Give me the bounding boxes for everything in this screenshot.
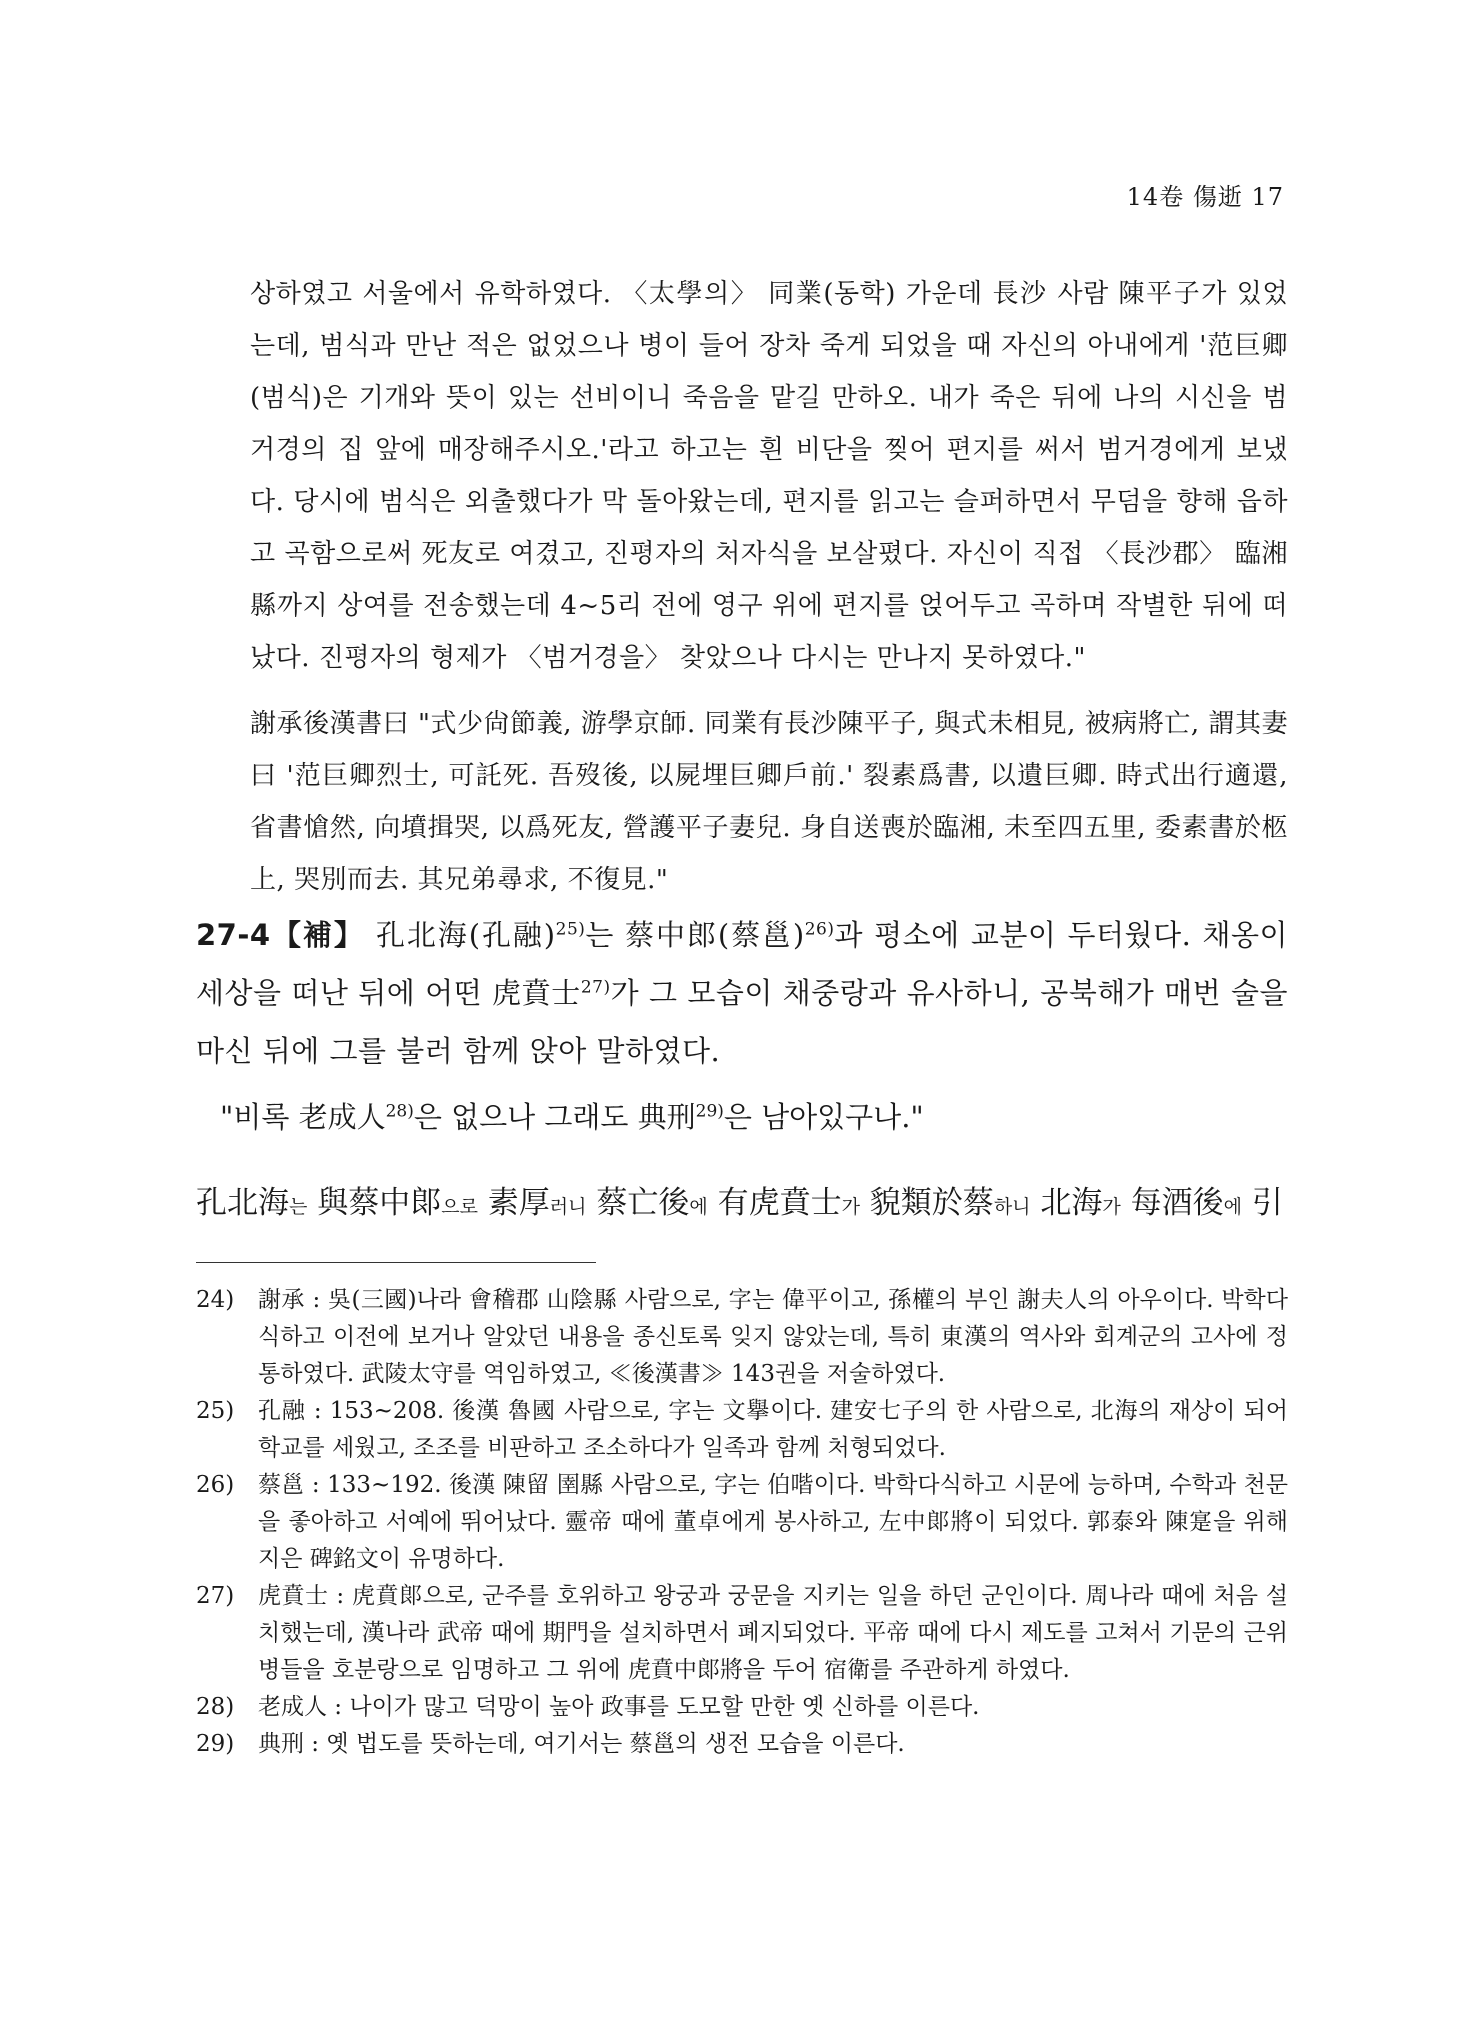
footnote-text: 老成人 : 나이가 많고 덕망이 높아 政事를 도모할 만한 옛 신하를 이른다. (258, 1694, 980, 1720)
hanja-text: 蔡亡後 (586, 1185, 690, 1221)
hanja-text: 有虎賁士 (707, 1185, 842, 1221)
quote-text-part: 은 없으나 그래도 典刑 (413, 1100, 696, 1134)
gloss-particle: 가 (841, 1196, 860, 1218)
hanja-text: 與蔡中郞 (307, 1185, 442, 1221)
footnote-ref[interactable]: 28) (385, 1101, 414, 1122)
korean-translation-quote (250, 268, 1288, 684)
section-text-part: 孔北海(孔融) (375, 918, 556, 952)
section-27-4 (196, 906, 1288, 1236)
gloss-particle: 에 (689, 1196, 708, 1218)
footnote-text: 蔡邕 : 133~192. 後漢 陳留 圉縣 사람으로, 字는 伯喈이다. 박학다식하고 시문에 능하며, 수학과 천문을 좋아하고 서예에 뛰어났다. 靈帝 때에 董卓에게 봉사하고, 左中郞將이 되었다. 郭泰와 陳寔을 위해 지은 碑銘文이 유명하다. (258, 1472, 1288, 1572)
section-label: 27-4【補】 (196, 918, 365, 952)
footnote-ref[interactable]: 29) (695, 1101, 724, 1122)
section-text-part: 과 평소에 교분이 두터웠다. 채옹이 세상을 떠난 뒤에 어떤 虎賁士 (196, 918, 1288, 1010)
gloss-particle: 가 (1102, 1196, 1121, 1218)
gloss-particle: 하니 (993, 1196, 1031, 1218)
footnote-ref[interactable]: 27) (580, 977, 611, 998)
footnote-24 (196, 1282, 1288, 1393)
footnote-29 (196, 1726, 1288, 1763)
section-text-part: 가 그 모습이 채중랑과 유사하니, 공북해가 매번 술을 마신 뒤에 그를 불러 함께 앉아 말하였다. (196, 976, 1288, 1068)
footnotes (196, 1282, 1288, 1763)
quote-text-part: 은 남아있구나." (723, 1100, 924, 1134)
running-head: 14卷 傷逝 17 (1126, 183, 1284, 211)
original-text-with-gloss (196, 1174, 1288, 1236)
footnote-25 (196, 1393, 1288, 1467)
footnote-28 (196, 1689, 1288, 1726)
section-translation (196, 906, 1288, 1080)
korean-quote-text: 상하였고 서울에서 유학하였다. 〈太學의〉 同業(동학) 가운데 長沙 사람 陳平子가 있었는데, 범식과 만난 적은 없었으나 병이 들어 장차 죽게 되었을 때 자신의 아내에게 '范巨卿(범식)은 기개와 뜻이 있는 선비이니 죽음을 맡길 만하오. 내가 죽은 뒤에 나의 시신을 범거경의 집 앞에 매장해주시오.'라고 하고는 흰 비단을 찢어 편지를 써서 범거경에게 보냈다. 당시에 범식은 외출했다가 막 돌아왔는데, 편지를 읽고는 슬퍼하면서 무덤을 향해 읍하고 곡함으로써 死友로 여겼고, 진평자의 처자식을 보살폈다. 자신이 직접 〈長沙郡〉 臨湘縣까지 상여를 전송했는데 4~5리 전에 영구 위에 편지를 얹어두고 곡하며 작별한 뒤에 떠났다. 진평자의 형제가 〈범거경을〉 찾았으나 다시는 만나지 못하였다." (250, 279, 1288, 673)
footnote-number: 29) (196, 1731, 235, 1757)
hanja-text: 每酒後 (1120, 1185, 1224, 1221)
gloss-particle: 으로 (441, 1196, 478, 1218)
footnote-27 (196, 1578, 1288, 1689)
section-quote (220, 1088, 1288, 1146)
section-text-part: 는 蔡中郎(蔡邕) (585, 918, 805, 952)
hanja-text: 素厚 (477, 1185, 550, 1221)
footnote-ref[interactable]: 25) (555, 919, 586, 940)
hanja-text: 孔北海 (196, 1185, 289, 1221)
footnote-ref[interactable]: 26) (804, 919, 835, 940)
footnote-26 (196, 1467, 1288, 1578)
footnote-number: 24) (196, 1287, 235, 1313)
footnote-divider (196, 1262, 596, 1263)
footnote-number: 25) (196, 1398, 235, 1424)
hanja-text: 引 (1241, 1185, 1283, 1221)
footnote-number: 27) (196, 1583, 235, 1609)
footnote-text: 典刑 : 옛 법도를 뜻하는데, 여기서는 蔡邕의 생전 모습을 이른다. (258, 1731, 905, 1757)
footnote-text: 虎賁士 : 虎賁郞으로, 군주를 호위하고 왕궁과 궁문을 지키는 일을 하던 군인이다. 周나라 때에 처음 설치했는데, 漢나라 武帝 때에 期門을 설치하면서 폐지되었다. 平帝 때에 다시 제도를 고쳐서 기문의 근위병들을 호분랑으로 임명하고 그 위에 虎賁中郞將을 두어 宿衛를 주관하게 하였다. (258, 1583, 1288, 1683)
gloss-particle: 는 (289, 1196, 308, 1218)
footnote-text: 謝承 : 吳(三國)나라 會稽郡 山陰縣 사람으로, 字는 偉平이고, 孫權의 부인 謝夫人의 아우이다. 박학다식하고 이전에 보거나 알았던 내용을 종신토록 잊지 않았는데, 특히 東漢의 역사와 회계군의 고사에 정통하였다. 武陵太守를 역임하였고, ≪後漢書≫ 143권을 저술하였다. (258, 1287, 1288, 1387)
footnote-number: 26) (196, 1472, 235, 1498)
footnote-number: 28) (196, 1694, 235, 1720)
quote-text-part: "비록 老成人 (220, 1100, 386, 1134)
chinese-original-quote (250, 698, 1288, 906)
gloss-particle: 에 (1223, 1196, 1242, 1218)
chinese-quote-text: 謝承後漢書曰 "式少尙節義, 游學京師. 同業有長沙陳平子, 與式未相見, 被病將亡, 謂其妻曰 '范巨卿烈士, 可託死. 吾歿後, 以屍埋巨卿戶前.' 裂素爲書, 以遺巨卿. 時式出行適還, 省書愴然, 向墳揖哭, 以爲死友, 營護平子妻兒. 身自送喪於臨湘, 未至四五里, 委素書於柩上, 哭別而去. 其兄弟尋求, 不復見." (250, 709, 1288, 895)
footnote-text: 孔融 : 153~208. 後漢 魯國 사람으로, 字는 文擧이다. 建安七子의 한 사람으로, 北海의 재상이 되어 학교를 세웠고, 조조를 비판하고 조소하다가 일족과 함께 처형되었다. (258, 1398, 1288, 1461)
hanja-text: 貌類於蔡 (859, 1185, 994, 1221)
gloss-particle: 러니 (549, 1196, 587, 1218)
hanja-text: 北海 (1030, 1185, 1103, 1221)
